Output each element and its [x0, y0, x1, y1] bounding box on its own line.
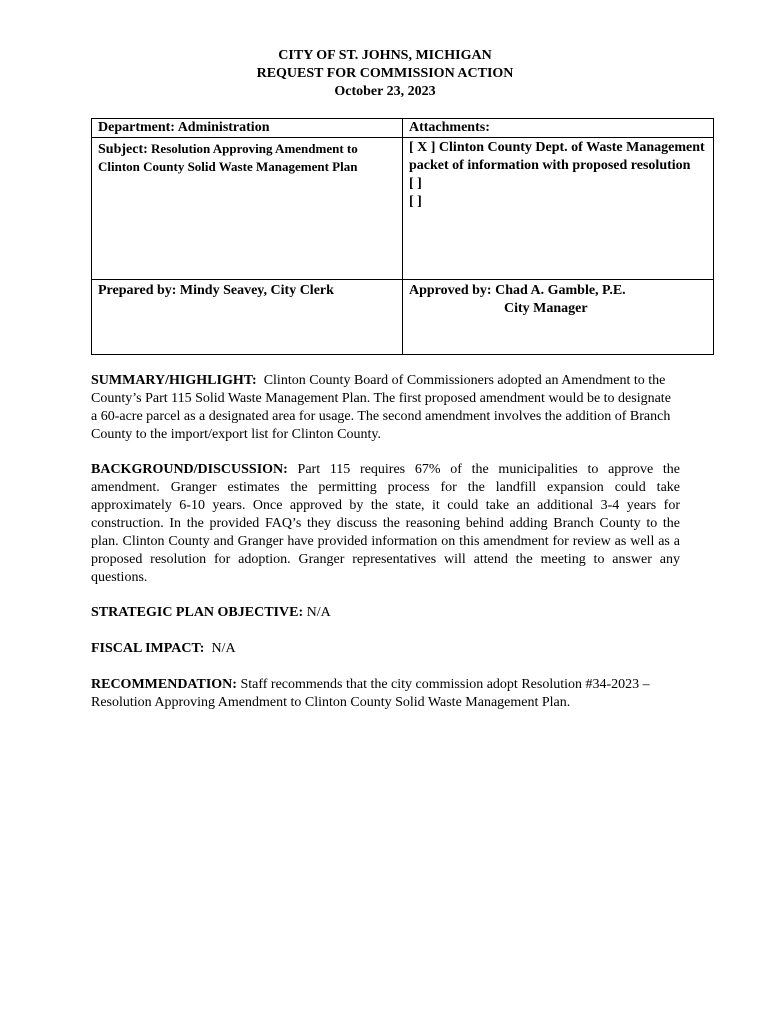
subject-text: Resolution Approving Amendment to Clinton County Solid Waste Management Plan — [98, 141, 358, 174]
summary-label: SUMMARY/HIGHLIGHT: — [91, 373, 257, 388]
request-form-table — [91, 118, 714, 355]
fiscal-label: FISCAL IMPACT: — [91, 641, 205, 656]
recommendation-label: RECOMMENDATION: — [91, 677, 237, 692]
summary-section — [91, 372, 680, 444]
department-field: Department: Administration — [92, 119, 402, 138]
attachments-list — [409, 138, 707, 211]
summary-text: Clinton County Board of Commissioners adopted an Amendment to the County’s Part 115 Solid Waste Management Plan. The first proposed amendment would be to designate a 60-acre parcel as a designated area for usage. The second amendment involves the addition of Branch County to the import/export list for Clinton County. — [91, 373, 671, 442]
prepared-by: Prepared by: Mindy Seavey, City Clerk — [98, 283, 334, 298]
background-label: BACKGROUND/DISCUSSION: — [91, 462, 288, 477]
form-cell-department — [92, 119, 403, 280]
background-text: Part 115 requires 67% of the municipalities to approve the amendment. Granger estimates the permitting process for the landfill expansion could take approximately 6-10 years. Once approved by the state, it could take an additional 3-4 years for construction. In the provided FAQ’s they discuss the reasoning behind adding Branch County to the plan. Clinton County and Granger have provided information on this amendment for review as well as a proposed resolution for adoption. Granger representatives will attend the meeting to answer any questions. — [91, 462, 681, 585]
approved-by: Approved by: Chad A. Gamble, P.E. — [409, 283, 626, 298]
form-cell-approved — [403, 280, 714, 355]
strategic-label: STRATEGIC PLAN OBJECTIVE: — [91, 605, 304, 620]
form-row-top — [92, 119, 714, 280]
subject-label: Subject: — [98, 142, 148, 157]
header-date: October 23, 2023 — [334, 84, 436, 99]
approved-title: City Manager — [504, 301, 588, 316]
header-city: CITY OF ST. JOHNS, MICHIGAN — [278, 48, 492, 63]
recommendation-section — [91, 676, 680, 712]
attachment-item: [ ] — [409, 194, 422, 209]
strategic-section — [91, 604, 680, 622]
recommendation-text: Staff recommends that the city commission adopt Resolution #34-2023 – Resolution Approving Amendment to Clinton County Solid Waste Management Plan. — [91, 677, 650, 710]
subject-field — [98, 138, 396, 175]
attachment-item: [ ] — [409, 176, 422, 191]
strategic-text: N/A — [306, 605, 331, 620]
background-section — [91, 461, 680, 587]
header-title: REQUEST FOR COMMISSION ACTION — [256, 66, 514, 81]
form-cell-attachments — [403, 119, 714, 280]
document-header — [0, 47, 770, 101]
form-cell-prepared — [92, 280, 403, 355]
attachments-label: Attachments: — [403, 119, 713, 138]
fiscal-section — [91, 640, 680, 658]
form-row-bottom — [92, 280, 714, 355]
attachment-item: [ X ] Clinton County Dept. of Waste Management packet of information with proposed resolution — [409, 140, 705, 173]
fiscal-text: N/A — [211, 641, 236, 656]
